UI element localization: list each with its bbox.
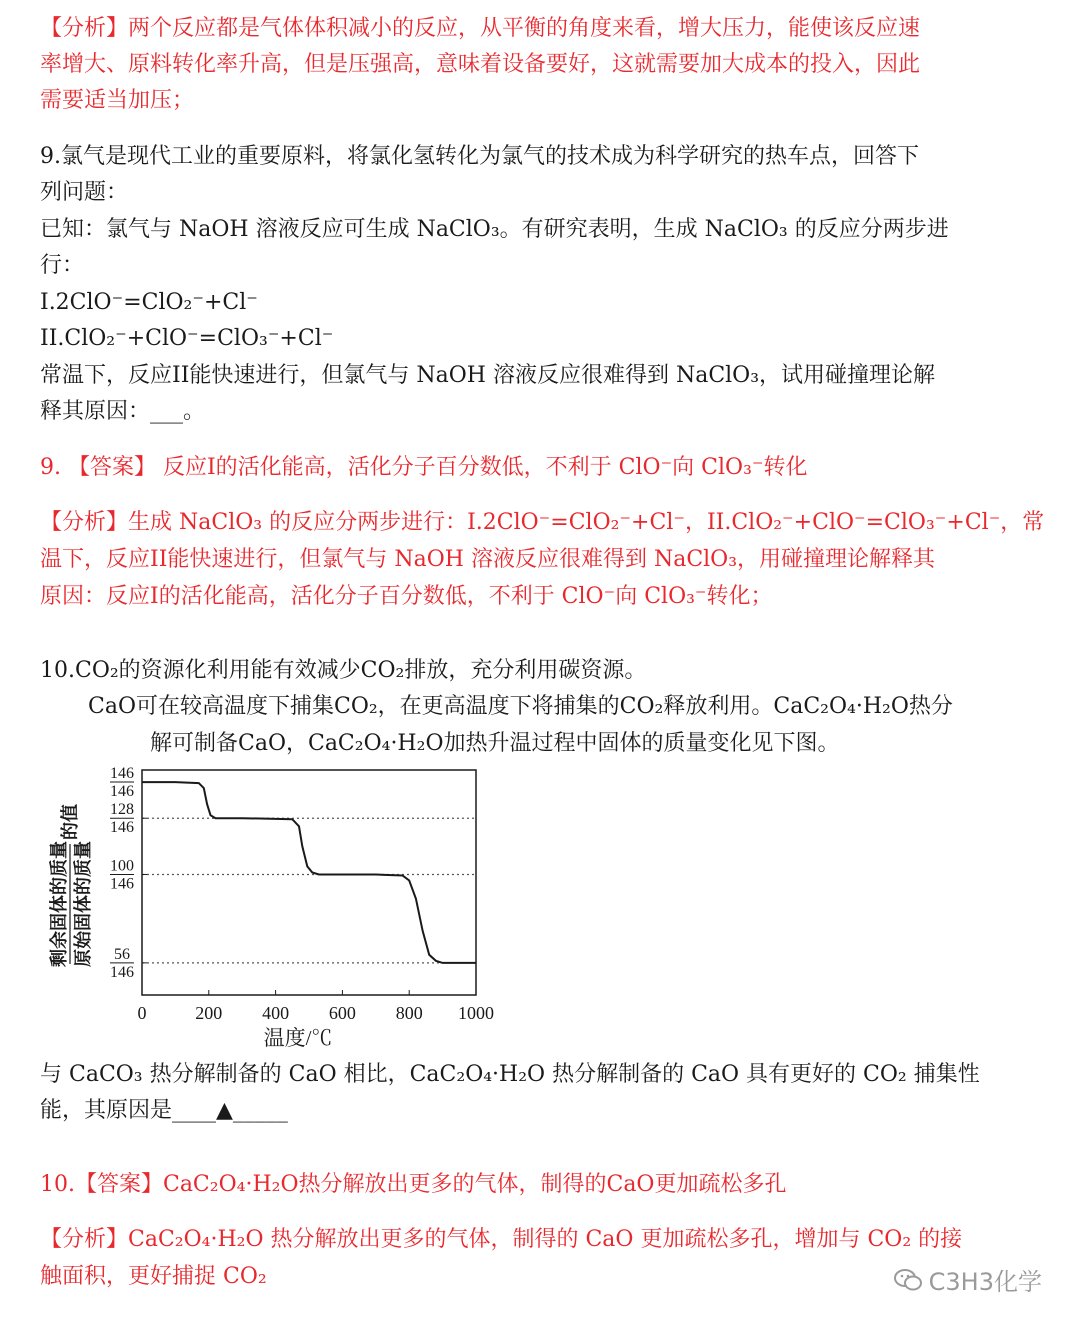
text-line-19: 与 CaCO₃ 热分解制备的 CaO 相比，CaC₂O₄·H₂O 热分解制备的 CaO 具有更好的 CO₂ 捕集性 bbox=[40, 1062, 980, 1087]
text-line-9: II.ClO₂⁻+ClO⁻=ClO₃⁻+Cl⁻ bbox=[40, 326, 334, 351]
text-line-1: 【分析】两个反应都是气体体积减小的反应，从平衡的角度来看，增大压力，能使该反应速 bbox=[40, 16, 921, 41]
text-line-18: 解可制备CaO，CaC₂O₄·H₂O加热升温过程中固体的质量变化见下图。 bbox=[150, 731, 840, 756]
text-line-4: 9.氯气是现代工业的重要原料，将氯化氢转化为氯气的技术成为科学研究的热车点，回答下 bbox=[40, 144, 919, 169]
text-line-17: CaO可在较高温度下捕集CO₂，在更高温度下将捕集的CO₂释放利用。CaC₂O₄·H₂O热分 bbox=[88, 694, 953, 719]
x-tick-800: 800 bbox=[395, 1003, 423, 1023]
y-tick-numerator: 56 bbox=[114, 945, 130, 963]
mass-loss-curve bbox=[142, 782, 476, 963]
text-line-11: 释其原因：___。 bbox=[40, 399, 206, 424]
text-line-5: 列问题： bbox=[40, 180, 129, 205]
text-line-21: 10.【答案】CaC₂O₄·H₂O热分解放出更多的气体，制得的CaO更加疏松多孔 bbox=[40, 1172, 787, 1197]
watermark bbox=[893, 1262, 1042, 1297]
text-line-13: 【分析】生成 NaClO₃ 的反应分两步进行：I.2ClO⁻=ClO₂⁻+Cl⁻，II.ClO₂⁻+ClO⁻=ClO₃⁻+Cl⁻，常 bbox=[40, 510, 1045, 535]
y-label-numerator: 剩余固体的质量 bbox=[49, 841, 69, 967]
x-tick-0: 0 bbox=[137, 1003, 147, 1023]
text-line-10: 常温下，反应II能快速进行，但氯气与 NaOH 溶液反应很难得到 NaClO₃，试用碰撞理论解 bbox=[40, 363, 936, 388]
y-label-suffix: 的值 bbox=[60, 804, 80, 840]
y-tick-denominator: 146 bbox=[110, 783, 134, 801]
text-line-23: 触面积，更好捕捉 CO₂ bbox=[40, 1264, 267, 1289]
text-line-7: 行： bbox=[40, 253, 85, 278]
y-axis-label-fraction bbox=[48, 804, 93, 967]
x-tick-200: 200 bbox=[195, 1003, 223, 1023]
plot-frame bbox=[142, 770, 476, 995]
watermark-text: C3H3化学 bbox=[928, 1268, 1042, 1296]
text-line-20: 能，其原因是____▲_____ bbox=[40, 1098, 288, 1123]
text-line-15: 原因：反应I的活化能高，活化分子百分数低，不利于 ClO⁻向 ClO₃⁻转化； bbox=[40, 584, 773, 609]
x-axis-label: 温度/℃ bbox=[263, 1026, 333, 1050]
text-line-3: 需要适当加压； bbox=[40, 88, 195, 113]
text-line-6: 已知：氯气与 NaOH 溶液反应可生成 NaClO₃。有研究表明，生成 NaClO₃ 的反应分两步进 bbox=[40, 217, 949, 242]
x-tick-1000: 1000 bbox=[458, 1003, 494, 1023]
text-line-22: 【分析】CaC₂O₄·H₂O 热分解放出更多的气体，制得的 CaO 更加疏松多孔，增加与 CO₂ 的接 bbox=[40, 1227, 963, 1252]
y-tick-numerator: 100 bbox=[110, 857, 134, 875]
tga-chart bbox=[40, 758, 494, 1058]
text-line-12: 9. 【答案】 反应I的活化能高，活化分子百分数低，不利于 ClO⁻向 ClO₃⁻转化 bbox=[40, 455, 808, 480]
y-tick-denominator: 146 bbox=[110, 819, 134, 837]
text-line-14: 温下，反应II能快速进行，但氯气与 NaOH 溶液反应很难得到 NaClO₃，用碰撞理论解释其 bbox=[40, 547, 936, 572]
x-tick-600: 600 bbox=[328, 1003, 356, 1023]
y-label-denominator: 原始固体的质量 bbox=[73, 841, 93, 967]
y-axis-label bbox=[48, 804, 93, 967]
x-tick-400: 400 bbox=[262, 1003, 290, 1023]
wechat-icon bbox=[893, 1268, 923, 1292]
text-line-8: I.2ClO⁻=ClO₂⁻+Cl⁻ bbox=[40, 290, 258, 315]
y-tick-denominator: 146 bbox=[110, 963, 134, 981]
text-line-16: 10.CO₂的资源化利用能有效减少CO₂排放，充分利用碳资源。 bbox=[40, 658, 647, 683]
y-tick-numerator: 146 bbox=[110, 765, 134, 783]
y-tick-denominator: 146 bbox=[110, 875, 134, 893]
text-line-2: 率增大、原料转化率升高，但是压强高，意味着设备要好，这就需要加大成本的投入，因此 bbox=[40, 52, 921, 77]
y-tick-numerator: 128 bbox=[110, 801, 134, 819]
